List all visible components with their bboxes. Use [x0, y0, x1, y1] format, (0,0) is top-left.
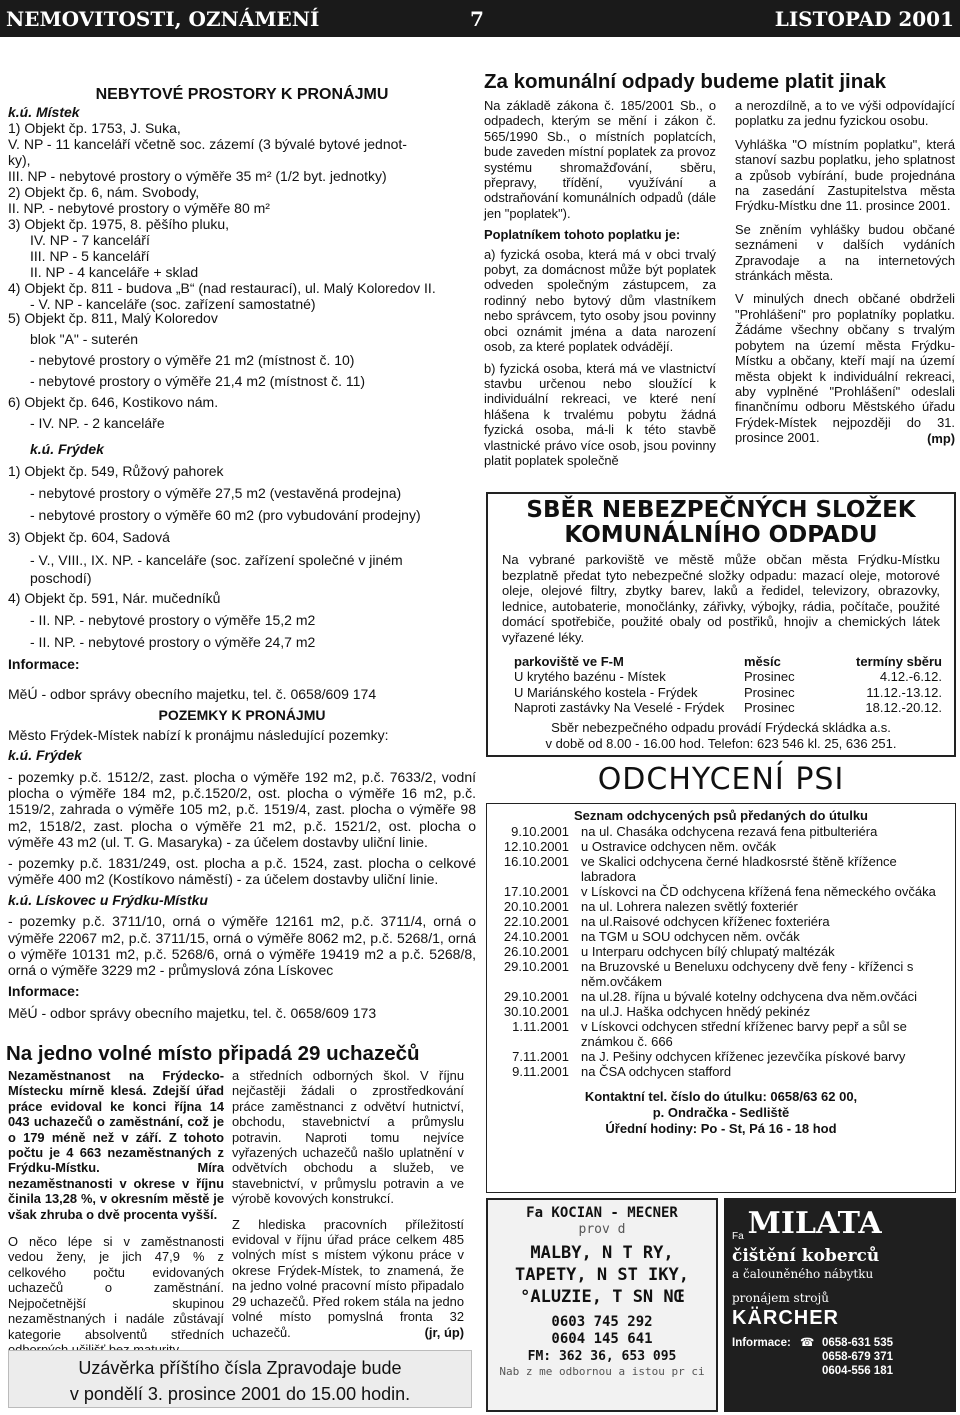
pozemky-paragraph: - pozemky p.č. 1831/249, ost. plocha a p.č. 1524, zast. plocha o celkové výměře 400 m2 (Kostíkovo náměstí) - za účelem dostavby uliční linie. — [8, 855, 476, 888]
ad-milata-info — [732, 1336, 948, 1378]
ad-kocian-line: prov d — [578, 1222, 626, 1237]
deadline-line: v pondělí 3. prosince 2001 do 15.00 hodin. — [69, 1384, 411, 1404]
rental-line: - nebytové prostory o výměře 21 m2 (místnost č. 10) — [30, 352, 355, 368]
dog-row — [491, 929, 951, 944]
ad-milata-name: MILATA — [747, 1206, 882, 1241]
dog-description: na ul.28. října u bývalé kotelny odchycena dva něm.ovčáci — [581, 989, 918, 1004]
hazard-footer: Sběr nebezpečného odpadu provádí Frýdecká skládka a.s. — [551, 719, 891, 735]
waste-paragraph: Se zněním vyhlášky budou občané seznámeni v dalších vydáních Zpravodaje a na internetových stránkách města. — [735, 221, 955, 284]
dog-description: na ul.J. Haška odchycen hnědý pekinéz — [581, 1004, 811, 1019]
hazard-box — [486, 492, 956, 757]
dog-description: na ul.Raisové odchycen kříženec foxteriéra — [581, 914, 830, 929]
dog-row — [491, 824, 951, 839]
waste-paragraph: a nerozdílně, a to ve výši odpovídající poplatku za jednu fyzickou osobu. — [735, 98, 955, 129]
rental-line: 1) Objekt čp. 549, Růžový pahorek — [8, 463, 224, 479]
dog-date: 29.10.2001 — [503, 989, 569, 1004]
dog-date: 9.10.2001 — [511, 824, 569, 839]
section-mistek: k.ú. Místek — [8, 104, 80, 120]
ad-milata-head — [732, 1202, 948, 1242]
rental-line: 4) Objekt čp. 591, Nár. mučedníků — [8, 590, 221, 606]
ad-milata-info-label: Informace: — [732, 1337, 791, 1349]
rental-line: IV. NP - 7 kanceláří — [30, 232, 150, 248]
dog-description: na ul. Chasáka odchycena rezavá fena pitbulteriéra — [581, 824, 878, 839]
hazard-row — [514, 700, 942, 716]
dog-description: na Bruzovské u Beneluxu odchyceny dvě feny - kříženci s něm.ovčákem — [581, 959, 914, 989]
dog-row — [491, 1004, 951, 1019]
waste-signature: (mp) — [927, 430, 955, 446]
dog-row — [491, 989, 951, 1004]
hazard-cell: Prosinec — [744, 684, 795, 700]
dogs-box — [486, 803, 956, 1193]
dog-description: na ul. Lohrera nalezen světlý foxteriér — [581, 899, 798, 914]
header-date: LISTOPAD 2001 — [774, 7, 954, 31]
waste-paragraph: b) fyzická osoba, která má ve vlastnictví stavbu určenou nebo sloužící k individuální rekreaci, ve které není hlášena k trvalému pobytu žádná fyzická osoba, má-li k této stavbě vlastnické právo více osob, jsou povinny platit poplatek společně — [484, 360, 716, 468]
deadline-line: Uzávěrka příštího čísla Zpravodaje bude — [78, 1358, 402, 1378]
ad-kocian-line: Fa KOCIAN - MECNER — [526, 1205, 678, 1221]
rental-line: - nebytové prostory o výměře 27,5 m2 (vestavěná prodejna) — [30, 485, 402, 501]
dog-date: 9.11.2001 — [512, 1064, 569, 1079]
hazard-cell: U Mariánského kostela - Frýdek — [514, 684, 698, 700]
dogs-contact: Úřední hodiny: Po - St, Pá 16 - 18 hod — [605, 1121, 837, 1136]
rental-line: V. NP - 11 kanceláří včetně soc. zázemí (3 bývalé bytové jednot- — [8, 136, 407, 152]
dog-description: na J. Pešiny odchycen kříženec jezevčíka pískové barvy — [581, 1049, 906, 1064]
rental-line: II. NP - 4 kanceláře + sklad — [30, 264, 199, 280]
hazard-cell: 18.12.-20.12. — [865, 700, 942, 716]
dog-row — [491, 914, 951, 929]
page-number: 7 — [470, 7, 484, 31]
rental-line: - V., VIII., IX. NP. - kanceláře (soc. zařízení společné v jiném — [30, 552, 403, 568]
pozemky-liskovec: k.ú. Lískovec u Frýdku-Místku — [8, 892, 208, 909]
hazard-footer: v době od 8.00 - 16.00 hod. Telefon: 623 546 kl. 25, 636 251. — [545, 735, 897, 751]
hazard-cell: U krytého bazénu - Místek — [514, 669, 666, 685]
rental-line: - II. NP. - nebytové prostory o výměře 15,2 m2 — [30, 612, 316, 628]
waste-paragraph: Vyhláška "O místním poplatku", která stanoví sazbu poplatku, jeho splatnost a způsob vybírání, bude projednána na zasedání Zastupitelstva města Frýdku-Místku dne 11. prosince 2001. — [735, 136, 955, 214]
hazard-table — [514, 654, 942, 716]
hazard-cell: 4.12.-6.12. — [879, 669, 942, 685]
ad-kocian — [486, 1198, 718, 1412]
hazard-title: KOMUNÁLNÍHO ODPADU — [564, 522, 878, 548]
ad-milata-phones — [822, 1336, 948, 1378]
waste-title: Za komunální odpady budeme platit jinak — [484, 70, 887, 93]
dogs-contact: p. Ondračka - Sedliště — [652, 1105, 790, 1120]
hazard-header-cell: měsíc — [744, 653, 781, 669]
hazard-header-cell: parkoviště ve F-M — [514, 653, 624, 669]
ad-milata-line: čištění koberců — [732, 1246, 880, 1266]
rental-line: 1) Objekt čp. 1753, J. Suka, — [8, 120, 181, 136]
dog-date: 1.11.2001 — [512, 1019, 569, 1034]
rental-line: 4) Objekt čp. 811 - budova „B“ (nad restaurací), ul. Malý Koloredov II. — [8, 280, 436, 296]
dog-description: u Ostravice odchycen něm. ovčák — [581, 839, 777, 854]
pozemky-title: POZEMKY K PRONÁJMU — [158, 707, 326, 723]
phone-icon: ☎ — [800, 1337, 815, 1349]
ad-kocian-line: TAPETY, N ST IKY, — [515, 1265, 689, 1285]
header-section: NEMOVITOSTI, OZNÁMENÍ — [6, 7, 320, 31]
jobs-title: Na jedno volné místo připadá 29 uchazečů — [6, 1042, 420, 1065]
dog-description: u Interparu odchycen bílý chlupatý maltézák — [581, 944, 835, 959]
dog-date: 26.10.2001 — [503, 944, 569, 959]
pozemky-paragraph: - pozemky p.č. 3711/10, orná o výměře 12161 m2, p.č. 3711/4, orná o výměře 22067 m2, p.č. 3711/15, orná o výměře 8062 m2, p.č. 5268/1, orná o výměře 10131 m2, p.č. 5268/6, orná o výměře 19419 m2 a p.č. 5268/8, orná o výměře 3229 m2 - průmyslová zóna Lískovec — [8, 913, 476, 979]
dog-date: 24.10.2001 — [503, 929, 569, 944]
hazard-row — [514, 685, 942, 701]
rentals-section-b — [8, 308, 476, 1024]
dog-row — [491, 1064, 951, 1079]
info-text: MěÚ - odbor správy obecního majetku, tel. č. 0658/609 174 — [8, 686, 377, 702]
hazard-title: SBĚR NEBEZPEČNÝCH SLOŽEK — [526, 497, 916, 523]
ad-kocian-phone: 0603 745 292 — [551, 1314, 653, 1330]
ad-kocian-fax: FM: 362 36, 653 095 — [527, 1349, 677, 1364]
dog-date: 29.10.2001 — [503, 959, 569, 974]
ad-milata — [724, 1198, 956, 1412]
jobs-paragraph: O něco lépe si v zaměstnanosti vedou ženy, je jich 47,9 % z celkového počtu evidovaných uchazečů o zaměstnání. Nejpočetnější skupinou nezaměstnaných i nadále zůstávají kategorie absolventů středních — [8, 1234, 224, 1342]
rental-line: - nebytové prostory o výměře 21,4 m2 (místnost č. 11) — [30, 373, 366, 389]
jobs-paragraph: Z hlediska pracovních příležitostí evidoval v říjnu úřad práce celkem 485 volných míst s místem výkonu práce v okrese Frýdek-Místek, to znamená, že na jedno volné pracovní místo připadalo 29 uchazečů. Před rokem stála na jedno volné místo pomyslná fronta 32 uchazečů. — [232, 1216, 464, 1340]
jobs-paragraph: a středních odborných škol. V říjnu nejčastěji žádali o zprostředkování práce zaměstnanci z odvětví hutnictví, obchodu, stavebnictví a průmyslu potravin. Naproti tomu nejvíce vyřazených uchazečů našlo uplatnění v odvětvích obchodu a služeb, ve stavebnictví, v průmyslu potravin a ve výrobě kovových konstrukcí. — [232, 1068, 464, 1207]
hazard-cell: Prosinec — [744, 669, 795, 685]
rental-line: - IV. NP. - 2 kanceláře — [30, 415, 165, 431]
dog-date: 30.10.2001 — [503, 1004, 569, 1019]
section-frydek: k.ú. Frýdek — [30, 441, 104, 457]
waste-heading: Poplatníkem tohoto poplatku je: — [484, 227, 681, 243]
rental-line: 5) Objekt čp. 811, Malý Koloredov — [8, 310, 218, 326]
ad-milata-brand: KÄRCHER — [732, 1307, 839, 1329]
dog-row — [491, 1049, 951, 1064]
rental-line: poschodí) — [30, 570, 92, 586]
rental-line: 2) Objekt čp. 6, nám. Svobody, — [8, 184, 200, 200]
ad-milata-phone: 0604-556 181 — [822, 1365, 893, 1377]
hazard-cell: 11.12.-13.12. — [866, 684, 942, 700]
info-label: Informace: — [8, 983, 80, 1000]
rental-line: II. NP. - nebytové prostory o výměře 80 m² — [8, 200, 270, 216]
dogs-headline: ODCHYCENÍ PSI — [597, 762, 845, 797]
dog-date: 16.10.2001 — [503, 854, 569, 869]
rental-line: III. NP - 5 kanceláří — [30, 248, 150, 264]
hazard-table-header — [514, 654, 942, 670]
rental-line: 3) Objekt čp. 604, Sadová — [8, 529, 170, 545]
ad-milata-line: pronájem strojů — [732, 1291, 829, 1305]
dog-description: v Lískovci na ČD odchycena křížená fena německého ovčáka — [581, 884, 936, 899]
dog-description: na TGM u SOU odchycen něm. ovčák — [581, 929, 800, 944]
deadline-box — [8, 1350, 472, 1408]
pozemky-intro: Město Frýdek-Místek nabízí k pronájmu následující pozemky: — [8, 727, 389, 743]
dog-row — [491, 944, 951, 959]
dog-description: na ČSA odchycen stafford — [581, 1064, 732, 1079]
jobs-lead: Nezaměstnanost na Frýdecko-Místecku mírně klesá. Zdejší úřad práce evidoval ke konci října 14 043 uchazečů o zaměstnání, což je o 179 méně než v září. Z tohoto počtu je 4 663 nezaměstnaných z Frýdku-Místku. Míra nezaměstnanosti v okrese v říjnu činila 13,28 %, v okresním městě je však zhruba o dvě procenta vyšší. — [8, 1068, 224, 1222]
hazard-row — [514, 669, 942, 685]
info-label: Informace: — [8, 656, 80, 672]
pozemky-frydek: k.ú. Frýdek — [8, 747, 82, 763]
info-text: MěÚ - odbor správy obecního majetku, tel. č. 0658/609 173 — [8, 1005, 377, 1022]
dog-description: v Lískovci odchycen střední kříženec barvy pepř a sůl se známkou č. 666 — [581, 1019, 907, 1049]
hazard-intro: Na vybrané parkoviště ve městě může občan města Frýdku-Místku bezplatně předat tyto nebezpečné složky odpadu: mazací oleje, motorové oleje, olejové filtry, zbytky barev, laků a ředidel, televizory, obrazovky, lednice, autobaterie, monočlánky, zářivky, výbojky, rádia, počítače, použité domácí spotřebiče, použité obaly od postřiků, hnojiv a chemických látek vyřazené léky. — [502, 552, 940, 645]
ad-kocian-line: MALBY, N T RY, — [530, 1243, 674, 1263]
dog-date: 17.10.2001 — [503, 884, 569, 899]
pozemky-paragraph: - pozemky p.č. 1512/2, zast. plocha o výměře 192 m2, p.č. 7633/2, vodní plocha o výměře 184 m2, p.č.1520/2, ost. plocha o výměře 16 m2, p.č. 1519/2, zahrada o výměře 105 m2, p.č. 1519/4, zast. plocha o výměře 98 m2, 1518/2, zast. plocha o výměře 21 m2, p.č. 1521/2, ost. plocha o výměře 43 m2 (ul. T. G. Masaryka) - za účelem dostavby uliční linie. — [8, 769, 476, 850]
dog-date: 20.10.2001 — [503, 899, 569, 914]
ad-kocian-phone: 0604 145 641 — [551, 1331, 653, 1347]
ad-milata-line: a čalouněného nábytku — [732, 1267, 874, 1281]
rental-line: III. NP - nebytové prostory o výměře 35 m² (1/2 byt. jednotky) — [8, 168, 387, 184]
dogs-table — [491, 824, 951, 1079]
jobs-signature: (jr, úp) — [424, 1324, 464, 1340]
dog-description: ve Skalici odchycena černé hladkosrsté štěně křížence labradora — [581, 854, 897, 884]
rental-line: - nebytové prostory o výměře 60 m2 (pro vybudování prodejny) — [30, 507, 421, 523]
rentals-title: NEBYTOVÉ PROSTORY K PRONÁJMU — [95, 86, 389, 103]
dogs-list-title: Seznam odchycených psů předaných do útulku — [573, 808, 868, 823]
hazard-header-cell: termíny sběru — [856, 653, 942, 669]
rental-line: 3) Objekt čp. 1975, 8. pěšího pluku, — [8, 216, 230, 232]
page-header — [0, 0, 960, 37]
dog-row — [491, 899, 951, 914]
hazard-cell: Naproti zastávky Na Veselé - Frýdek — [514, 700, 725, 716]
jobs-col1 — [8, 1068, 224, 1357]
waste-col2 — [735, 98, 955, 446]
jobs-col2 — [232, 1068, 464, 1340]
rental-line: ky), — [8, 152, 31, 168]
dog-row — [491, 854, 951, 884]
rental-line: - V. NP - kanceláře (soc. zařízení samostatné) — [30, 296, 316, 312]
rental-line: 6) Objekt čp. 646, Kostikovo nám. — [8, 394, 219, 410]
dog-date: 22.10.2001 — [503, 914, 569, 929]
dogs-contact: Kontaktní tel. číslo do útulku: 0658/63 62 00, — [584, 1089, 858, 1104]
dog-row — [491, 839, 951, 854]
ad-kocian-line: °ALUZIE, T SN NŒ — [520, 1287, 684, 1307]
waste-paragraph: V minulých dnech občané obdrželi "Prohlášení" pro poplatníky poplatku. Žádáme všechny občany s trvalým pobytem na území města Frýdku-Místku a občany, kteří mají na území města objekt k individuální rekreaci, aby vyplněné "Prohlášení" odeslali finančnímu odboru Městského úřadu Frýdek-Místek nejpozději do 31. prosince 2001. — [735, 291, 955, 446]
ad-milata-phone: 0658-679 371 — [822, 1351, 893, 1363]
dog-row — [491, 959, 951, 989]
dog-date: 7.11.2001 — [512, 1049, 569, 1064]
ad-milata-fa: Fa — [732, 1231, 744, 1242]
dog-row — [491, 884, 951, 899]
dog-date: 12.10.2001 — [503, 839, 569, 854]
hazard-cell: Prosinec — [744, 700, 795, 716]
ad-kocian-footer: Nab z me odbornou a istou pr ci — [499, 1365, 705, 1378]
rental-line: blok "A" - suterén — [30, 331, 138, 347]
rentals-section — [8, 86, 476, 312]
waste-paragraph: Na základě zákona č. 185/2001 Sb., o odpadech, kterým se mění i zákon č. 565/1990 Sb., o místních poplatcích, bude zaveden místní poplatek za provoz systému shromažďování, sběru, přepravy, třídění, využívání a odstraňování komunálních odpadů (dále jen "poplatek"). — [484, 98, 716, 221]
dog-row — [491, 1019, 951, 1049]
rental-line: - II. NP. - nebytové prostory o výměře 24,7 m2 — [30, 634, 316, 650]
waste-paragraph: a) fyzická osoba, která má v obci trvalý pobyt, za domácnost může být poplatek odveden společným zástupcem, za rodinný nebo bytový dům vlastníkem nebo správcem, tyto osoby jsou povinny obci oznámit jména a data narození osob, za které poplatek odvádějí. — [484, 246, 716, 355]
ad-milata-phone: 0658-631 535 — [822, 1337, 893, 1349]
waste-col1 — [484, 98, 716, 468]
